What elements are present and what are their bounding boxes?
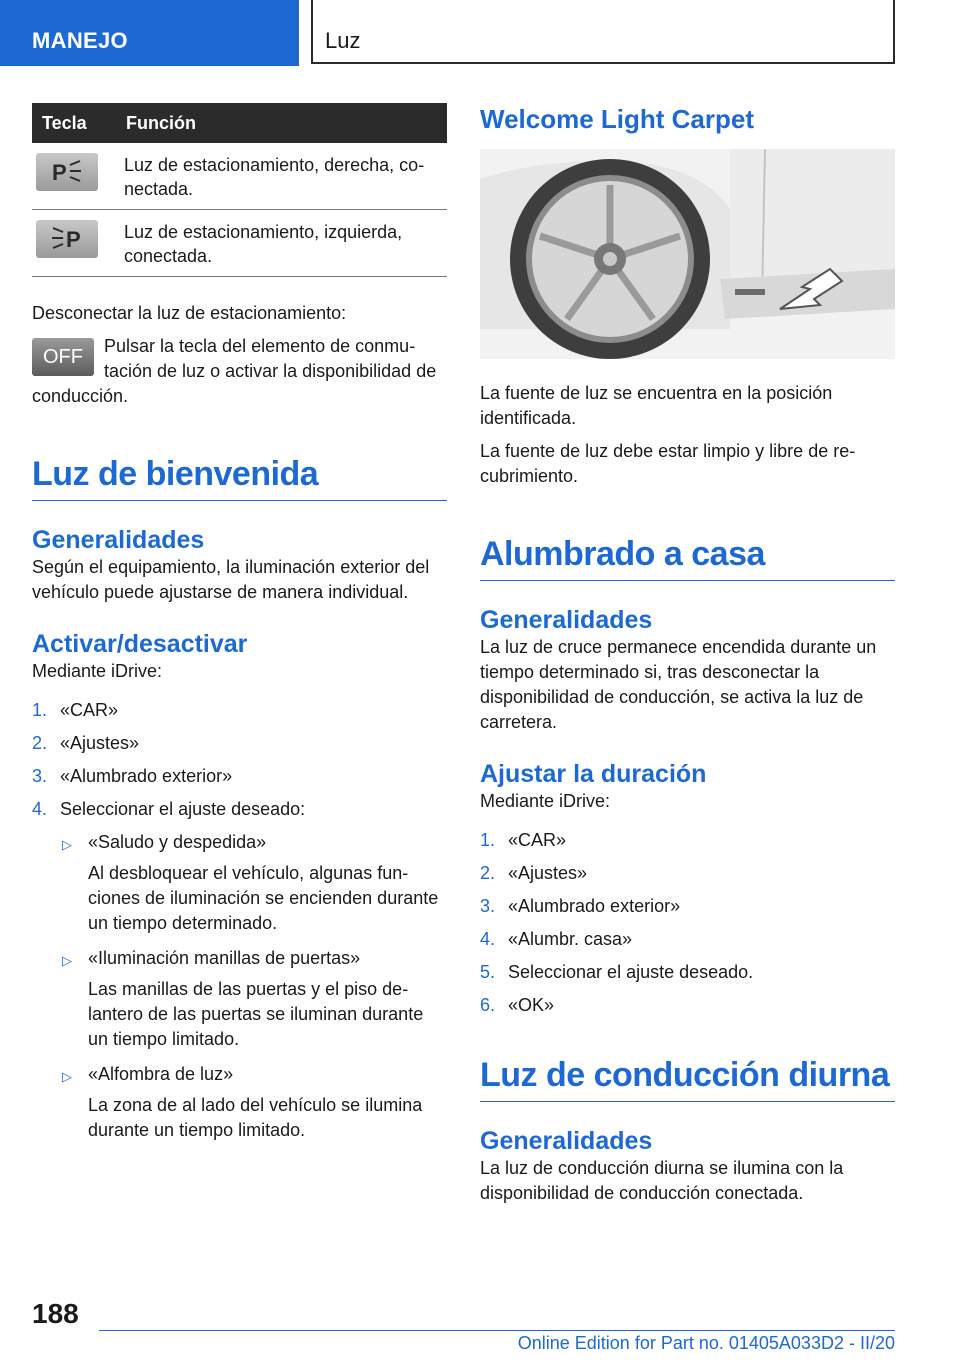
option-label: «Alfombra de luz» (88, 1064, 234, 1084)
table-cell-function: Luz de estacionamiento, derecha, conectada. (116, 143, 447, 210)
list-item: 2. «Ajustes» (480, 863, 588, 883)
chapter-label: Luz (311, 0, 895, 64)
option-desc: La zona de al lado del vehículo se ilumina durante un tiempo limitado. (88, 1095, 423, 1140)
disconnect-instruction (32, 334, 447, 409)
parking-light-left-icon (36, 220, 98, 258)
option-desc: Al desbloquear el vehículo, algunas funciones de iluminación se encienden durante un tiempo determinado. (88, 863, 439, 933)
list-item: 2. «Ajustes» (32, 733, 140, 753)
home-light-title: Alumbrado a casa (480, 535, 895, 581)
triangle-bullet-icon: ▷ (62, 1069, 72, 1084)
page-number: 188 (32, 1298, 79, 1329)
left-column (32, 103, 447, 1153)
disconnect-text: Pulsar la tecla del elemento de conmutación de luz o activar la disponibilidad de conducción. (32, 336, 437, 406)
duration-intro: Mediante iDrive: (480, 791, 611, 811)
option-list (60, 830, 447, 1143)
car-wheel-illustration (480, 149, 895, 359)
list-item: 1. «CAR» (480, 830, 567, 850)
welcome-general-text: Según el equipamiento, la iluminación exterior del vehículo puede ajustarse de manera individual. (32, 557, 430, 602)
triangle-bullet-icon: ▷ (62, 837, 72, 852)
carpet-text-1: La fuente de luz se encuentra en la posición identificada. (480, 383, 833, 428)
page-header (0, 0, 960, 66)
daytime-general-heading: Generalidades (480, 1127, 653, 1155)
list-item: 6. «OK» (480, 995, 555, 1015)
triangle-bullet-icon: ▷ (62, 953, 72, 968)
carpet-heading: Welcome Light Carpet (480, 104, 755, 134)
daytime-general-text: La luz de conducción diurna se ilumina con la disponibilidad de conducción conectada. (480, 1158, 844, 1203)
home-general-heading: Generalidades (480, 606, 653, 634)
list-item: 4. «Alumbr. casa» (480, 929, 633, 949)
welcome-light-title: Luz de bienvenida (32, 455, 447, 501)
option-item (60, 946, 447, 1052)
list-item: 5. Seleccionar el ajuste deseado. (480, 962, 754, 982)
svg-text:P: P (52, 160, 67, 185)
option-label: «Saludo y despedida» (88, 832, 267, 852)
list-item: 3. «Alumbrado exterior» (480, 896, 681, 916)
activate-steps (32, 698, 447, 1143)
option-item (60, 1062, 447, 1143)
list-item: 4. Seleccionar el ajuste deseado: ▷ «Saludo y despedida» Al desbloquear el vehículo, algunas funciones de iluminación se encienden durante un tiempo determinado. ▷ «Iluminación manillas de puertas» Las manillas de las puertas y el piso delantero de las puertas se iluminan durante un tiempo limitado. ▷ «Alfombra de luz» La zona de al lado del vehículo se ilumina durante un tiempo limitado. (32, 797, 447, 1143)
footer-divider (99, 1330, 895, 1331)
off-key-icon: OFF (32, 338, 94, 376)
duration-heading: Ajustar la duración (480, 760, 707, 788)
activate-intro: Mediante iDrive: (32, 661, 163, 681)
welcome-general-heading: Generalidades (32, 526, 205, 554)
svg-text:P: P (66, 227, 81, 252)
list-item: 1. «CAR» (32, 700, 119, 720)
table-row (32, 143, 447, 210)
key-function-table (32, 103, 447, 277)
edition-label: Online Edition for Part no. 01405A033D2 - II/20 (517, 1333, 895, 1353)
table-cell-function: Luz de estacionamiento, izquierda, conectada. (116, 210, 447, 277)
option-item (60, 830, 447, 936)
disconnect-intro: Desconectar la luz de estacionamiento: (32, 303, 347, 323)
table-header-function: Función (116, 103, 447, 143)
section-label: MANEJO (0, 0, 299, 66)
table-header-row (32, 103, 447, 143)
option-label: «Iluminación manillas de puertas» (88, 948, 361, 968)
duration-steps (480, 828, 895, 1018)
daytime-light-title: Luz de conducción diurna (480, 1056, 895, 1102)
home-general-text: La luz de cruce permanece encendida durante un tiempo determinado si, tras desconectar la disponibilidad de conducción, se activa la luz de carretera. (480, 637, 877, 732)
parking-light-right-icon (36, 153, 98, 191)
right-column (480, 103, 895, 1206)
table-row (32, 210, 447, 277)
option-desc: Las manillas de las puertas y el piso delantero de las puertas se iluminan durante un tiempo limitado. (88, 979, 424, 1049)
carpet-text-2: La fuente de luz debe estar limpio y libre de recubrimiento. (480, 441, 856, 486)
list-item: 3. «Alumbrado exterior» (32, 766, 233, 786)
activate-heading: Activar/desactivar (32, 630, 248, 658)
table-header-key: Tecla (32, 103, 116, 143)
